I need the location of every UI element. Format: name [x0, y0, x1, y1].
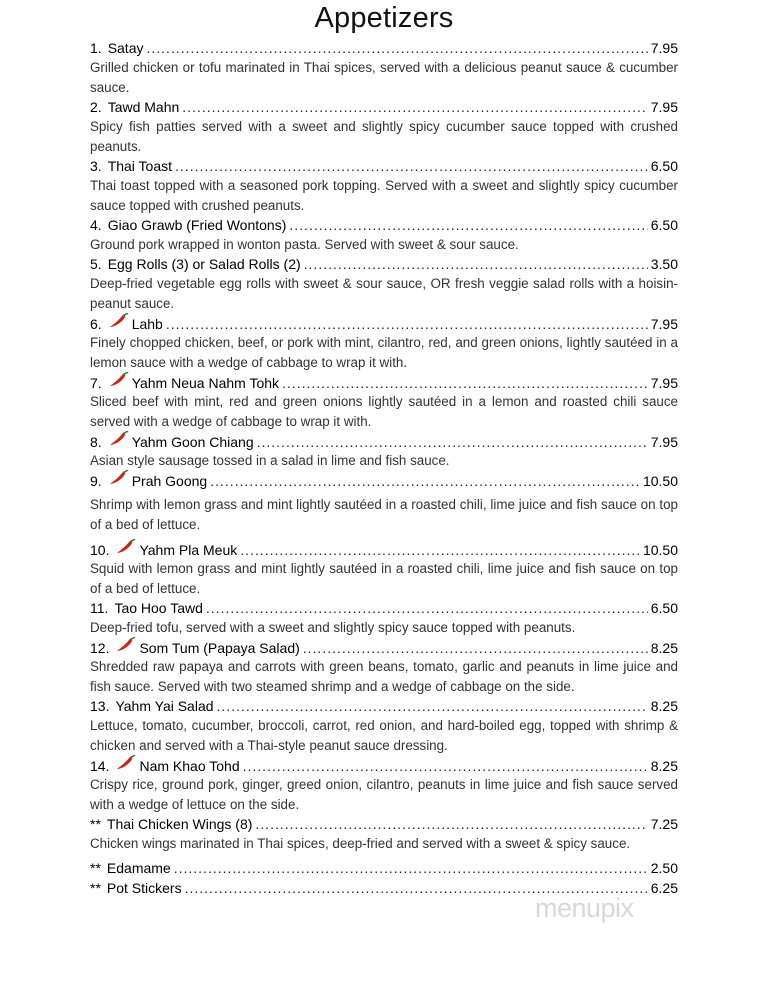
- item-name: Satay: [107, 40, 144, 56]
- item-description: Crispy rice, ground pork, ginger, greed onion, cilantro, peanuts in lime juice and fish sauce served with a wedge of lettuce on the side.: [90, 777, 678, 812]
- chili-pepper-icon: [108, 470, 130, 486]
- menu-item: [90, 97, 678, 156]
- watermark-logo: menupix: [535, 893, 634, 923]
- dot-leader: [243, 756, 648, 776]
- menu-item: [90, 470, 678, 534]
- menu-item: [90, 814, 678, 854]
- item-price: 2.50: [650, 860, 678, 876]
- page-title: Appetizers: [314, 2, 454, 34]
- item-description: Squid with lemon grass and mint lightly sautéed in a roasted chili, lime juice and fish sauce on top of a bed of lettuce.: [90, 561, 678, 596]
- item-number: 5.: [90, 256, 102, 272]
- dot-leader: [240, 540, 640, 560]
- item-description: Chicken wings marinated in Thai spices, deep-fried and served with a sweet & spicy sauce.: [90, 836, 631, 851]
- item-number: 14.: [90, 758, 110, 774]
- item-price: 7.95: [650, 99, 678, 115]
- item-number: 2.: [90, 99, 102, 115]
- dot-leader: [304, 254, 648, 274]
- menu-item: [90, 858, 678, 878]
- item-price: 8.25: [650, 698, 678, 714]
- dot-leader: [217, 696, 648, 716]
- dot-leader: [255, 814, 647, 834]
- menu-item: [90, 38, 678, 97]
- menu-item-header: [90, 254, 678, 274]
- item-price: 7.95: [650, 40, 678, 56]
- item-name: Lahb: [131, 316, 163, 332]
- item-price: 6.25: [650, 880, 678, 896]
- chili-pepper-icon: [108, 313, 130, 329]
- item-number: 7.: [90, 375, 102, 391]
- menu-item-header: [90, 814, 678, 834]
- menu-item-header: [90, 755, 678, 775]
- item-name: Som Tum (Papaya Salad): [139, 640, 300, 656]
- dot-leader: [166, 314, 648, 334]
- item-number: 11.: [90, 600, 109, 616]
- item-name: Edamame: [106, 860, 171, 876]
- item-number: 10.: [90, 542, 110, 558]
- menu-item: [90, 598, 678, 638]
- item-description: Deep-fried vegetable egg rolls with sweet & sour sauce, OR fresh veggie salad rolls with a hoisin-peanut sauce.: [90, 276, 678, 311]
- chili-pepper-icon: [115, 755, 137, 771]
- menu-item: [90, 313, 678, 372]
- dot-leader: [182, 97, 647, 117]
- item-number: **: [90, 816, 101, 832]
- item-name: Egg Rolls (3) or Salad Rolls (2): [107, 256, 301, 272]
- menu-item: [90, 372, 678, 431]
- chili-pepper-icon: [108, 431, 130, 447]
- menu-item: [90, 696, 678, 755]
- item-number: **: [90, 860, 101, 876]
- item-price: 7.95: [650, 316, 678, 332]
- item-name: Nam Khao Tohd: [139, 758, 240, 774]
- menu-item: [90, 431, 678, 471]
- item-name: Tawd Mahn: [107, 99, 180, 115]
- menu-item: [90, 755, 678, 814]
- item-description: Shredded raw papaya and carrots with green beans, tomato, garlic and peanuts in lime juice and fish sauce. Served with two steamed shrimp and a wedge of cabbage on the side.: [90, 659, 678, 694]
- dot-leader: [147, 38, 648, 58]
- menu-item-header: [90, 858, 678, 878]
- item-name: Thai Chicken Wings (8): [106, 816, 253, 832]
- item-price: 8.25: [650, 640, 678, 656]
- item-name: Yahm Goon Chiang: [131, 434, 254, 450]
- item-number: 13.: [90, 698, 110, 714]
- item-number: 3.: [90, 158, 102, 174]
- menu-item-header: [90, 156, 678, 176]
- item-price: 7.25: [650, 816, 678, 832]
- item-name: Yahm Pla Meuk: [139, 542, 238, 558]
- item-number: **: [90, 880, 101, 896]
- item-number: 12.: [90, 640, 110, 656]
- dot-leader: [282, 373, 648, 393]
- item-description: Lettuce, tomato, cucumber, broccoli, carrot, red onion, and hard-boiled egg, topped with shrimp & chicken and served with a Thai-style peanut sauce dressing.: [90, 718, 678, 753]
- item-description: Asian style sausage tossed in a salad in lime and fish sauce.: [90, 453, 450, 468]
- menu-item: [90, 637, 678, 696]
- item-description: Spicy fish patties served with a sweet and slightly spicy cucumber sauce topped with crushed peanuts.: [90, 119, 678, 154]
- dot-leader: [174, 858, 648, 878]
- item-description: Sliced beef with mint, red and green onions lightly sautéed in a lemon and roasted chili sauce served with a wedge of cabbage to wrap it with.: [90, 394, 678, 429]
- item-number: 8.: [90, 434, 102, 450]
- chili-pepper-icon: [115, 637, 137, 653]
- menu-item-header: [90, 215, 678, 235]
- menu-item: [90, 215, 678, 255]
- item-description: Finely chopped chicken, beef, or pork with mint, cilantro, red, and green onions, lightly sautéed in a lemon sauce with a wedge of cabbage to wrap it with.: [90, 335, 678, 370]
- dot-leader: [210, 471, 640, 491]
- item-price: 6.50: [650, 217, 678, 233]
- item-price: 7.95: [650, 434, 678, 450]
- chili-pepper-icon: [108, 372, 130, 388]
- item-price: 6.50: [650, 600, 678, 616]
- menu-item-header: [90, 313, 678, 333]
- item-name: Yahm Yai Salad: [115, 698, 214, 714]
- item-name: Prah Goong: [131, 473, 208, 489]
- menu-item-header: [90, 372, 678, 392]
- menu-item: [90, 156, 678, 215]
- menu-item-header: [90, 539, 678, 559]
- item-name: Pot Stickers: [106, 880, 182, 896]
- item-name: Yahm Neua Nahm Tohk: [131, 375, 280, 391]
- menu-item: [90, 254, 678, 313]
- menu-item-header: [90, 696, 678, 716]
- dot-leader: [289, 215, 647, 235]
- item-name: Tao Hoo Tawd: [114, 600, 203, 616]
- menu-item-header: [90, 598, 678, 618]
- item-name: Giao Grawb (Fried Wontons): [107, 217, 287, 233]
- menu-item-header: [90, 637, 678, 657]
- item-price: 10.50: [642, 542, 678, 558]
- item-number: 4.: [90, 217, 102, 233]
- dot-leader: [303, 638, 648, 658]
- dot-leader: [257, 432, 648, 452]
- menu-item-header: [90, 97, 678, 117]
- menu-item-header: [90, 470, 678, 490]
- item-number: 1.: [90, 40, 102, 56]
- item-price: 6.50: [650, 158, 678, 174]
- menu-item: [90, 539, 678, 598]
- item-price: 8.25: [650, 758, 678, 774]
- item-description: Deep-fried tofu, served with a sweet and slightly spicy sauce topped with peanuts.: [90, 620, 576, 635]
- item-name: Thai Toast: [107, 158, 173, 174]
- menu-item-header: [90, 431, 678, 451]
- dot-leader: [175, 156, 648, 176]
- item-description: Thai toast topped with a seasoned pork topping. Served with a sweet and slightly spicy cucumber sauce topped with crushed peanuts.: [90, 178, 678, 213]
- item-price: 10.50: [642, 473, 678, 489]
- dot-leader: [206, 598, 648, 618]
- item-price: 7.95: [650, 375, 678, 391]
- item-description: Grilled chicken or tofu marinated in Thai spices, served with a delicious peanut sauce & cucumber sauce.: [90, 60, 678, 95]
- item-number: 6.: [90, 316, 102, 332]
- item-price: 3.50: [650, 256, 678, 272]
- menu-item-header: [90, 38, 678, 58]
- item-description: Shrimp with lemon grass and mint lightly sautéed in a roasted chili, lime juice and fish sauce on top of a bed of lettuce.: [90, 497, 678, 532]
- item-number: 9.: [90, 473, 102, 489]
- item-description: Ground pork wrapped in wonton pasta. Served with sweet & sour sauce.: [90, 237, 519, 252]
- chili-pepper-icon: [115, 539, 137, 555]
